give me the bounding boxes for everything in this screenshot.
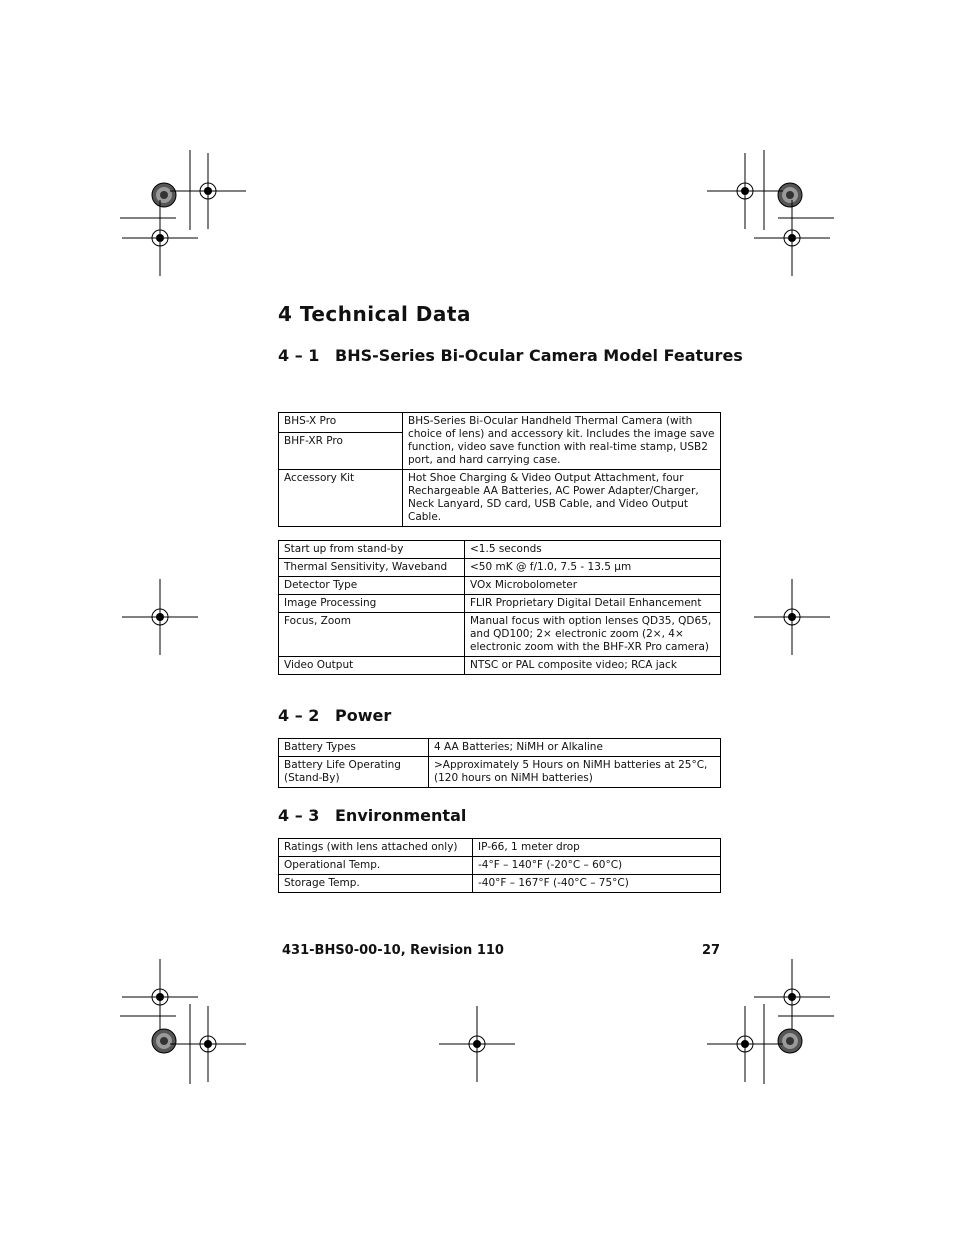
table-cell-label: Battery Life Operating (Stand-By) xyxy=(279,757,429,788)
table-cell-value: VOx Microbolometer xyxy=(465,577,721,595)
star-target-icon xyxy=(778,1029,802,1053)
page-number: 27 xyxy=(702,943,721,958)
section-title: BHS-Series Bi-Ocular Camera Model Features xyxy=(335,346,743,365)
table-cell-label: Image Processing xyxy=(279,595,465,613)
table-cell-label: Thermal Sensitivity, Waveband xyxy=(279,559,465,577)
registration-mark-icon xyxy=(170,153,246,229)
table-row xyxy=(279,857,721,875)
table-cell-value: <1.5 seconds xyxy=(465,541,721,559)
table-cell-value: FLIR Proprietary Digital Detail Enhancement xyxy=(465,595,721,613)
registration-mark-icon xyxy=(707,1006,783,1082)
table-row xyxy=(279,541,721,559)
section-heading-environmental xyxy=(278,805,466,827)
table-row xyxy=(279,757,721,788)
section-title: Power xyxy=(335,706,392,725)
table-cell-value: >Approximately 5 Hours on NiMH batteries at 25°C, (120 hours on NiMH batteries) xyxy=(429,757,721,788)
power-table xyxy=(278,738,721,788)
table-cell-label: Focus, Zoom xyxy=(279,613,465,657)
table-cell-label: Operational Temp. xyxy=(279,857,473,875)
table-cell-label: Ratings (with lens attached only) xyxy=(279,839,473,857)
registration-mark-icon xyxy=(439,1006,515,1082)
registration-mark-icon xyxy=(122,959,198,1035)
table-row xyxy=(279,559,721,577)
section-title: Environmental xyxy=(335,806,467,825)
table-row xyxy=(279,839,721,857)
table-cell: BHS-X Pro xyxy=(279,413,403,433)
table-cell-label: Video Output xyxy=(279,657,465,675)
registration-mark-icon xyxy=(754,200,830,276)
section-number: 4 – 2 xyxy=(278,706,320,725)
table-row xyxy=(279,613,721,657)
table-cell: BHS-Series Bi-Ocular Handheld Thermal Camera (with choice of lens) and accessory kit. Includes the image save function, video save function with real-time stamp, USB2 port, and hard carrying case. xyxy=(403,413,721,470)
document-number: 431-BHS0-00-10, Revision 110 xyxy=(282,943,504,958)
table-row xyxy=(279,875,721,893)
table-row xyxy=(279,470,721,527)
registration-mark-icon xyxy=(707,153,783,229)
star-target-icon xyxy=(152,183,176,207)
section-heading-power xyxy=(278,705,391,727)
table-row xyxy=(279,413,721,433)
table-cell-value: NTSC or PAL composite video; RCA jack xyxy=(465,657,721,675)
section-number: 4 – 3 xyxy=(278,806,320,825)
table-cell-label: Detector Type xyxy=(279,577,465,595)
registration-mark-icon xyxy=(122,200,198,276)
table-cell: Accessory Kit xyxy=(279,470,403,527)
section-number: 4 – 1 xyxy=(278,346,320,365)
star-target-icon xyxy=(152,1029,176,1053)
table-cell-label: Storage Temp. xyxy=(279,875,473,893)
section-heading-features xyxy=(278,345,743,367)
table-row xyxy=(279,577,721,595)
registration-mark-icon xyxy=(754,579,830,655)
table-row xyxy=(279,657,721,675)
registration-mark-icon xyxy=(170,1006,246,1082)
registration-mark-icon xyxy=(122,579,198,655)
environmental-table xyxy=(278,838,721,893)
table-cell-label: Battery Types xyxy=(279,739,429,757)
table-cell-value: <50 mK @ f/1.0, 7.5 - 13.5 µm xyxy=(465,559,721,577)
table-cell-value: Manual focus with option lenses QD35, QD65, and QD100; 2× electronic zoom (2×, 4× electronic zoom with the BHF-XR Pro camera) xyxy=(465,613,721,657)
table-cell-value: 4 AA Batteries; NiMH or Alkaline xyxy=(429,739,721,757)
table-cell-label: Start up from stand-by xyxy=(279,541,465,559)
table-cell-value: IP-66, 1 meter drop xyxy=(473,839,721,857)
registration-mark-icon xyxy=(754,959,830,1035)
table-cell-value: -4°F – 140°F (-20°C – 60°C) xyxy=(473,857,721,875)
table-row xyxy=(279,739,721,757)
models-table xyxy=(278,412,721,527)
table-cell: BHF-XR Pro xyxy=(279,433,403,470)
star-target-icon xyxy=(778,183,802,207)
table-cell-value: -40°F – 167°F (-40°C – 75°C) xyxy=(473,875,721,893)
page-title: 4 Technical Data xyxy=(278,302,471,326)
table-cell: Hot Shoe Charging & Video Output Attachment, four Rechargeable AA Batteries, AC Power Adapter/Charger, Neck Lanyard, SD card, USB Cable, and Video Output Cable. xyxy=(403,470,721,527)
table-row xyxy=(279,595,721,613)
specs-table xyxy=(278,540,721,675)
